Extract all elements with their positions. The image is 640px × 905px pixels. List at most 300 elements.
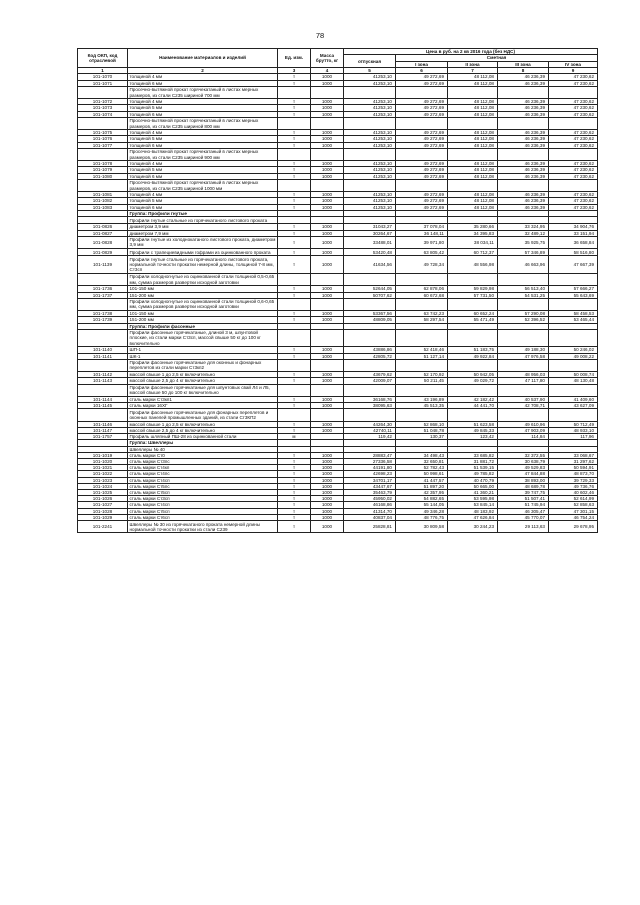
cell-zone1-price: 63 805,42 xyxy=(396,249,448,256)
cell-unit xyxy=(278,409,311,421)
cell-unit: т xyxy=(278,317,311,323)
cell-mass: 1000 xyxy=(311,502,344,508)
cell-release-price: 42009,07 xyxy=(344,378,396,384)
cell-mass xyxy=(311,86,344,98)
cell-code: 101-1080 xyxy=(78,173,128,179)
cell-unit: т xyxy=(278,372,311,378)
cell-release-price: 41253,10 xyxy=(344,173,396,179)
cell-unit: т xyxy=(278,490,311,496)
cell-name: Группа: Профили фасонные xyxy=(128,323,278,329)
cell-zone3-price: 46 236,39 xyxy=(498,111,549,117)
cell-release-price: 36168,76 xyxy=(344,396,396,402)
cell-zone1-price: 49 272,69 xyxy=(396,111,448,117)
cell-name: толщиной 4 мм xyxy=(128,130,278,136)
cell-zone1-price: 49 272,69 xyxy=(396,80,448,86)
cell-zone2-price: 55 471,49 xyxy=(448,317,498,323)
cell-release-price: 30264,67 xyxy=(344,230,396,236)
cell-zone2-price xyxy=(448,117,498,129)
cell-zone1-price xyxy=(396,217,448,224)
col-num-2: 2 xyxy=(128,68,278,74)
cell-unit: м xyxy=(278,434,311,440)
cell-zone4-price: 31 297,62 xyxy=(549,459,598,465)
cell-mass: 1000 xyxy=(311,508,344,514)
cell-release-price: 33488,01 xyxy=(344,236,396,248)
cell-code: 101-1078 xyxy=(78,161,128,167)
cell-zone3-price: 38 893,00 xyxy=(498,477,549,483)
cell-zone4-price: 52 614,99 xyxy=(549,496,598,502)
cell-name: массой свыше 1 до 2,5 кг включительно xyxy=(128,372,278,378)
cell-code xyxy=(78,409,128,421)
cell-zone3-price xyxy=(498,217,549,224)
cell-unit: т xyxy=(278,508,311,514)
cell-zone1-price: 51 048,78 xyxy=(396,428,448,434)
cell-code xyxy=(78,217,128,224)
cell-mass: 1000 xyxy=(311,230,344,236)
header-code: Код ОКП, код отраслевой xyxy=(78,49,128,68)
cell-release-price: 41253,10 xyxy=(344,204,396,210)
header-zone1: I зона xyxy=(396,61,448,67)
cell-name: сталь марки Ст3сп xyxy=(128,496,278,502)
cell-zone4-price: 47 230,62 xyxy=(549,80,598,86)
cell-zone3-price: 46 236,39 xyxy=(498,192,549,198)
cell-zone3-price: 39 747,75 xyxy=(498,490,549,496)
cell-name: толщиной 6 мм xyxy=(128,80,278,86)
table-body xyxy=(78,74,598,533)
cell-zone4-price: 50 246,02 xyxy=(549,347,598,353)
cell-mass: 1000 xyxy=(311,130,344,136)
cell-code: 101-1083 xyxy=(78,204,128,210)
header-release: отпускная xyxy=(344,55,396,68)
cell-zone4-price: 58 516,80 xyxy=(549,249,598,256)
cell-release-price xyxy=(344,409,396,421)
cell-zone2-price: 123,42 xyxy=(448,434,498,440)
cell-zone1-price: 50 998,61 xyxy=(396,471,448,477)
cell-zone2-price xyxy=(448,179,498,191)
cell-name: 151-200 мм xyxy=(128,317,278,323)
cell-code xyxy=(78,86,128,98)
cell-zone4-price: 46 754,24 xyxy=(549,514,598,520)
cell-zone2-price: 50 942,05 xyxy=(448,372,498,378)
cell-zone2-price: 48 112,08 xyxy=(448,99,498,105)
cell-release-price xyxy=(344,359,396,371)
cell-zone3-price: 57 346,89 xyxy=(498,249,549,256)
cell-zone1-price xyxy=(396,86,448,98)
cell-code: 101-1139 xyxy=(78,256,128,274)
cell-zone3-price: 33 324,95 xyxy=(498,224,549,230)
cell-code xyxy=(78,298,128,310)
cell-release-price xyxy=(344,298,396,310)
cell-zone2-price xyxy=(448,217,498,224)
cell-name: толщиной 5 мм xyxy=(128,136,278,142)
cell-name: Швеллеры № 40 xyxy=(128,446,278,452)
cell-zone2-price: 33 685,82 xyxy=(448,452,498,458)
header-zone4: IV зона xyxy=(549,61,598,67)
cell-name: толщиной 4 мм xyxy=(128,192,278,198)
cell-zone3-price: 114,84 xyxy=(498,434,549,440)
cell-unit: т xyxy=(278,286,311,292)
cell-name: 101-150 мм xyxy=(128,286,278,292)
cell-mass xyxy=(311,409,344,421)
cell-unit: т xyxy=(278,347,311,353)
cell-name: толщиной 5 мм xyxy=(128,167,278,173)
cell-release-price: 42805,72 xyxy=(344,353,396,359)
table-row xyxy=(78,249,598,256)
cell-mass: 1000 xyxy=(311,167,344,173)
cell-zone1-price xyxy=(396,273,448,285)
cell-zone1-price: 130,37 xyxy=(396,434,448,440)
cell-mass: 1000 xyxy=(311,465,344,471)
cell-zone3-price xyxy=(498,117,549,129)
cell-code: 101-1077 xyxy=(78,142,128,148)
cell-zone3-price: 46 236,39 xyxy=(498,74,549,80)
cell-zone4-price: 33 068,67 xyxy=(549,452,598,458)
cell-zone2-price: 48 112,08 xyxy=(448,74,498,80)
cell-zone1-price xyxy=(396,384,448,396)
header-name: Наименование материалов и изделий xyxy=(128,49,278,68)
cell-zone4-price xyxy=(549,217,598,224)
cell-name: толщиной 6 мм xyxy=(128,142,278,148)
cell-name: сталь марки Ст5сп xyxy=(128,508,278,514)
cell-zone4-price: 33 151,94 xyxy=(549,230,598,236)
cell-code xyxy=(78,359,128,371)
cell-code: 101-0828 xyxy=(78,236,128,248)
cell-unit: т xyxy=(278,496,311,502)
header-mass: Масса брутто, кг xyxy=(311,49,344,68)
cell-zone3-price: 46 236,39 xyxy=(498,198,549,204)
cell-code: 101-1144 xyxy=(78,396,128,402)
cell-mass: 1000 xyxy=(311,311,344,317)
cell-zone2-price: 53 845,14 xyxy=(448,502,498,508)
cell-code: 101-1737 xyxy=(78,292,128,298)
cell-zone3-price: 46 236,39 xyxy=(498,80,549,86)
cell-unit: т xyxy=(278,396,311,402)
cell-zone2-price xyxy=(448,329,498,347)
cell-zone1-price xyxy=(396,117,448,129)
cell-zone2-price: 48 112,08 xyxy=(448,198,498,204)
cell-code xyxy=(78,148,128,160)
table-row xyxy=(78,273,598,285)
cell-mass xyxy=(311,179,344,191)
cell-zone4-price xyxy=(549,409,598,421)
cell-zone1-price xyxy=(396,329,448,347)
cell-unit: т xyxy=(278,353,311,359)
cell-unit: т xyxy=(278,105,311,111)
cell-unit: т xyxy=(278,80,311,86)
col-num-5: 5 xyxy=(344,68,396,74)
cell-zone2-price: 48 112,08 xyxy=(448,204,498,210)
cell-mass: 1000 xyxy=(311,459,344,465)
cell-release-price: 50707,62 xyxy=(344,292,396,298)
cell-name: Профили холодногнутые из оцинкованной стали толщиной 0,5-0,65 мм, сумма размеров развертки исходной заготовки xyxy=(128,273,278,285)
cell-name: Профили фасонные горячекатаные для оконных и фонарных переплетов из стали марки Ст3кп2 xyxy=(128,359,278,371)
cell-mass: 1000 xyxy=(311,421,344,427)
cell-zone2-price: 35 280,66 xyxy=(448,224,498,230)
cell-unit: т xyxy=(278,249,311,256)
cell-name: Швеллеры № 30 из горячекатаного проката немерной длины нормальной точности прокатки из стали С239 xyxy=(128,521,278,533)
cell-zone4-price: 49 008,22 xyxy=(549,353,598,359)
cell-release-price: 44264,30 xyxy=(344,421,396,427)
cell-unit: т xyxy=(278,477,311,483)
cell-release-price: 44191,80 xyxy=(344,465,396,471)
cell-zone2-price xyxy=(448,359,498,371)
cell-zone4-price xyxy=(549,329,598,347)
cell-release-price: 41253,10 xyxy=(344,161,396,167)
cell-release-price xyxy=(344,117,396,129)
cell-zone2-price: 49 845,33 xyxy=(448,428,498,434)
cell-name: диаметром 3,9 мм xyxy=(128,224,278,230)
cell-zone3-price: 51 745,94 xyxy=(498,502,549,508)
cell-release-price: 25828,81 xyxy=(344,521,396,533)
cell-name: Профили фасонные горячекатаные для фонарных переплетов и оконных панелей промышленных зданий, из стали Ст3КП2 xyxy=(128,409,278,421)
cell-zone4-price: 49 736,76 xyxy=(549,483,598,489)
cell-code: 101-1140 xyxy=(78,347,128,353)
cell-zone3-price: 46 236,39 xyxy=(498,136,549,142)
cell-code: 101-1142 xyxy=(78,372,128,378)
cell-unit: т xyxy=(278,311,311,317)
cell-zone3-price: 54 531,25 xyxy=(498,292,549,298)
cell-name: сталь марки Ст4сп xyxy=(128,502,278,508)
cell-release-price xyxy=(344,179,396,191)
cell-unit: т xyxy=(278,428,311,434)
cell-code: 101-1081 xyxy=(78,192,128,198)
cell-mass: 1000 xyxy=(311,198,344,204)
cell-zone3-price: 49 188,30 xyxy=(498,347,549,353)
cell-zone2-price xyxy=(448,384,498,396)
cell-zone2-price: 48 556,98 xyxy=(448,256,498,274)
cell-name: Профили с трапециевидными гофрами из оцинкованного проката xyxy=(128,249,278,256)
cell-unit: т xyxy=(278,502,311,508)
cell-code: 101-1146 xyxy=(78,421,128,427)
cell-unit: т xyxy=(278,452,311,458)
cell-name: Профили холодногнутые из оцинкованной стали толщиной 0,6-0,65 мм, сумма размеров развертки исходной заготовки xyxy=(128,298,278,310)
cell-mass: 1000 xyxy=(311,521,344,533)
cell-zone2-price: 48 112,08 xyxy=(448,136,498,142)
cell-zone3-price: 49 610,96 xyxy=(498,421,549,427)
cell-zone4-price: 50 712,49 xyxy=(549,421,598,427)
cell-zone1-price: 52 418,46 xyxy=(396,347,448,353)
cell-zone4-price: 47 230,62 xyxy=(549,173,598,179)
table-row xyxy=(78,256,598,274)
cell-zone4-price: 50 594,91 xyxy=(549,465,598,471)
cell-zone4-price: 55 643,69 xyxy=(549,292,598,298)
cell-release-price: 43886,86 xyxy=(344,347,396,353)
page-number: 78 xyxy=(315,31,325,40)
cell-code: 101-1022 xyxy=(78,471,128,477)
cell-zone1-price: 41 447,57 xyxy=(396,477,448,483)
cell-release-price xyxy=(344,329,396,347)
cell-mass: 1000 xyxy=(311,136,344,142)
cell-unit xyxy=(278,117,311,129)
cell-zone3-price: 42 708,71 xyxy=(498,403,549,409)
cell-mass: 1000 xyxy=(311,99,344,105)
cell-mass: 1000 xyxy=(311,496,344,502)
cell-zone3-price: 47 903,09 xyxy=(498,428,549,434)
header-price-title: Цена в руб. на 2 кв 2016 года (без НДС) xyxy=(344,49,598,55)
cell-name: ШК-1 xyxy=(128,353,278,359)
cell-zone1-price: 30 809,58 xyxy=(396,521,448,533)
cell-zone4-price xyxy=(549,359,598,371)
cell-zone1-price: 43 196,89 xyxy=(396,396,448,402)
cell-zone2-price: 53 595,98 xyxy=(448,496,498,502)
cell-zone2-price: 48 112,08 xyxy=(448,111,498,117)
cell-release-price: 41253,10 xyxy=(344,136,396,142)
cell-unit: т xyxy=(278,99,311,105)
cell-code: 101-1757 xyxy=(78,434,128,440)
cell-code: 101-1019 xyxy=(78,452,128,458)
cell-zone3-price: 48 689,78 xyxy=(498,483,549,489)
table-row xyxy=(78,409,598,421)
cell-zone4-price: 47 230,62 xyxy=(549,198,598,204)
cell-unit: т xyxy=(278,421,311,427)
cell-zone2-price: 57 731,50 xyxy=(448,292,498,298)
cell-name: Профили фасонные горячекатаные для шпунтовых свай Л4 и Л5, массой свыше 50 до 100 кг включительно xyxy=(128,384,278,396)
cell-zone2-price: 48 112,08 xyxy=(448,142,498,148)
cell-zone3-price: 32 372,55 xyxy=(498,452,549,458)
cell-zone4-price: 48 873,70 xyxy=(549,471,598,477)
cell-code: 101-1072 xyxy=(78,99,128,105)
cell-name: толщиной 5 мм xyxy=(128,105,278,111)
cell-name: толщиной 4 мм xyxy=(128,161,278,167)
cell-zone4-price: 47 230,62 xyxy=(549,161,598,167)
cell-unit: т xyxy=(278,192,311,198)
cell-zone1-price: 55 144,05 xyxy=(396,502,448,508)
cell-zone2-price: 60 712,37 xyxy=(448,249,498,256)
cell-code xyxy=(78,117,128,129)
cell-zone4-price xyxy=(549,298,598,310)
table-row xyxy=(78,217,598,224)
cell-code: 101-1074 xyxy=(78,111,128,117)
cell-zone4-price: 47 230,62 xyxy=(549,111,598,117)
cell-mass xyxy=(311,148,344,160)
cell-unit: т xyxy=(278,111,311,117)
cell-name: Группа: Профили гнутые xyxy=(128,210,278,216)
cell-code: 101-1026 xyxy=(78,496,128,502)
cell-zone1-price xyxy=(396,148,448,160)
cell-name: сталь марки Ст3пс xyxy=(128,459,278,465)
cell-zone4-price: 36 658,84 xyxy=(549,236,598,248)
cell-name: 151-200 мм xyxy=(128,292,278,298)
cell-release-price xyxy=(344,384,396,396)
cell-mass: 1000 xyxy=(311,204,344,210)
cell-zone1-price xyxy=(396,409,448,421)
cell-mass: 1000 xyxy=(311,80,344,86)
cell-release-price: 42698,23 xyxy=(344,471,396,477)
cell-zone1-price: 49 272,69 xyxy=(396,136,448,142)
cell-unit: т xyxy=(278,236,311,248)
cell-name: сталь марки Ст6сп xyxy=(128,514,278,520)
cell-code: 101-1023 xyxy=(78,477,128,483)
cell-zone3-price: 46 236,39 xyxy=(498,105,549,111)
cell-unit xyxy=(278,298,311,310)
cell-code: 101-2241 xyxy=(78,521,128,533)
cell-release-price: 31043,27 xyxy=(344,224,396,230)
cell-code xyxy=(78,329,128,347)
cell-zone4-price: 41 409,60 xyxy=(549,396,598,402)
cell-zone4-price: 47 230,62 xyxy=(549,167,598,173)
cell-mass: 1000 xyxy=(311,372,344,378)
cell-zone1-price: 49 272,69 xyxy=(396,99,448,105)
cell-mass: 1000 xyxy=(311,256,344,274)
cell-zone1-price: 49 728,34 xyxy=(396,256,448,274)
cell-mass xyxy=(311,217,344,224)
cell-mass: 1000 xyxy=(311,428,344,434)
cell-zone2-price: 31 881,72 xyxy=(448,459,498,465)
table-row xyxy=(78,384,598,396)
cell-mass: 1000 xyxy=(311,142,344,148)
cell-zone4-price: 47 667,39 xyxy=(549,256,598,274)
cell-zone3-price xyxy=(498,359,549,371)
cell-unit: т xyxy=(278,471,311,477)
cell-zone3-price: 52 396,52 xyxy=(498,317,549,323)
col-num-9: 9 xyxy=(549,68,598,74)
cell-release-price: 41253,10 xyxy=(344,99,396,105)
cell-mass: 1000 xyxy=(311,173,344,179)
cell-name: сталь марки Ст5сп xyxy=(128,490,278,496)
cell-name: толщиной 6 мм xyxy=(128,111,278,117)
cell-zone2-price: 48 112,08 xyxy=(448,80,498,86)
cell-name: сталь марки Ст5пс xyxy=(128,483,278,489)
cell-name: сталь марки Ст0 xyxy=(128,452,278,458)
cell-mass: 1000 xyxy=(311,403,344,409)
cell-zone3-price: 46 236,39 xyxy=(498,142,549,148)
cell-name: Просечно-вытяжной прокат горячекатаный в листах мерных размеров, из стали С235 шириной 1000 мм xyxy=(128,179,278,191)
cell-zone1-price: 52 170,92 xyxy=(396,372,448,378)
cell-code: 101-1143 xyxy=(78,378,128,384)
table-row xyxy=(78,359,598,371)
cell-release-price: 53420,48 xyxy=(344,249,396,256)
cell-zone1-price: 51 127,14 xyxy=(396,353,448,359)
cell-release-price: 38095,63 xyxy=(344,403,396,409)
cell-zone4-price xyxy=(549,384,598,396)
cell-zone2-price: 49 029,72 xyxy=(448,378,498,384)
cell-zone1-price: 49 272,69 xyxy=(396,130,448,136)
cell-zone1-price: 50 211,45 xyxy=(396,378,448,384)
cell-release-price: 41253,10 xyxy=(344,198,396,204)
cell-name: толщиной 4 мм xyxy=(128,74,278,80)
col-num-6: 6 xyxy=(396,68,448,74)
cell-zone1-price: 62 878,06 xyxy=(396,286,448,292)
cell-zone3-price: 47 117,80 xyxy=(498,378,549,384)
cell-name: Профиль шляпный ПШ-28 из оцинкованной стали xyxy=(128,434,278,440)
cell-zone2-price: 38 034,11 xyxy=(448,236,498,248)
cell-zone3-price: 49 529,83 xyxy=(498,465,549,471)
table-row xyxy=(78,298,598,310)
col-num-4: 4 xyxy=(311,68,344,74)
cell-zone3-price: 46 236,39 xyxy=(498,130,549,136)
cell-code: 101-0826 xyxy=(78,224,128,230)
cell-unit xyxy=(278,148,311,160)
cell-code: 101-1020 xyxy=(78,459,128,465)
cell-code: 101-1029 xyxy=(78,514,128,520)
cell-unit xyxy=(278,329,311,347)
cell-release-price: 27336,58 xyxy=(344,459,396,465)
cell-mass: 1000 xyxy=(311,105,344,111)
cell-zone4-price: 52 858,63 xyxy=(549,502,598,508)
table-row xyxy=(78,148,598,160)
cell-zone2-price xyxy=(448,298,498,310)
cell-release-price: 41253,10 xyxy=(344,142,396,148)
cell-mass: 1000 xyxy=(311,514,344,520)
cell-release-price: 41253,10 xyxy=(344,111,396,117)
cell-zone4-price xyxy=(549,117,598,129)
cell-code: 101-1738 xyxy=(78,311,128,317)
cell-mass xyxy=(311,117,344,129)
cell-release-price: 52644,05 xyxy=(344,286,396,292)
cell-zone1-price: 34 498,43 xyxy=(396,452,448,458)
cell-zone3-price: 40 537,90 xyxy=(498,396,549,402)
cell-zone2-price: 48 112,08 xyxy=(448,130,498,136)
cell-release-price: 41253,10 xyxy=(344,192,396,198)
